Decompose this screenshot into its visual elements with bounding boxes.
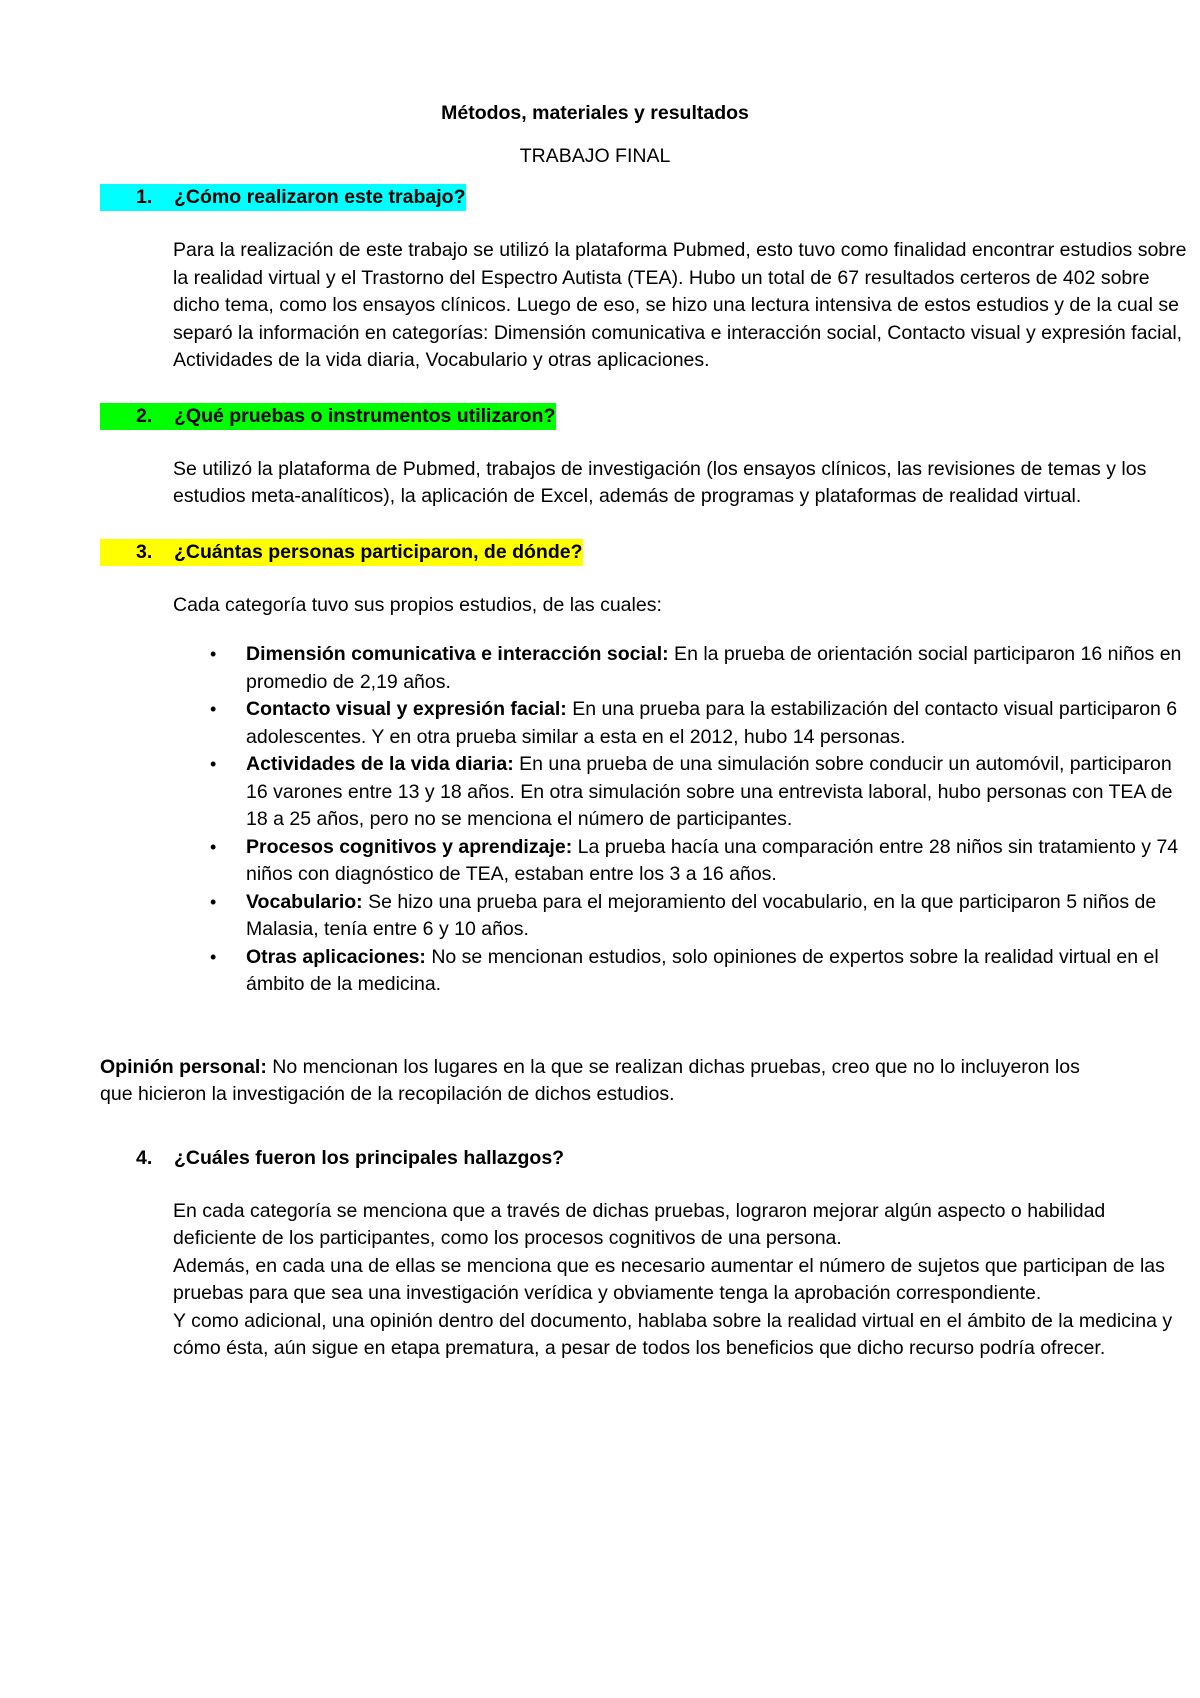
- participants-list: [100, 641, 1182, 999]
- bullet-icon: •: [210, 754, 217, 774]
- bullet-icon: •: [210, 644, 217, 664]
- section-1: [100, 184, 1187, 375]
- section-4-paragraph-3: Y como adicional, una opinión dentro del documento, hablaba sobre la realidad virtual en el ámbito de la medicina y cómo ésta, aún sigue en etapa prematura, a pesar de todos los beneficios que dicho recurso podría ofrecer.: [173, 1309, 1173, 1359]
- list-item: [210, 641, 1186, 696]
- section-3-body: Cada categoría tuvo sus propios estudios, de las cuales:: [173, 593, 662, 616]
- list-item: [210, 696, 1186, 751]
- bullet-icon: •: [210, 891, 217, 912]
- section-4-number: 4.: [136, 1146, 153, 1169]
- list-item-label: Procesos cognitivos y aprendizaje:: [246, 835, 573, 858]
- list-item-text: En una prueba para la estabilización del contacto visual participaron 6 adolescentes. Y en otra prueba similar a esta en el 2012, hubo 14 personas.: [246, 698, 1178, 748]
- section-4-body: [173, 1198, 1193, 1363]
- bullet-icon: •: [210, 836, 217, 857]
- list-item-label: Vocabulario:: [246, 890, 363, 913]
- section-2: [100, 403, 1147, 511]
- section-4-question: ¿Cuáles fueron los principales hallazgos?: [174, 1146, 565, 1169]
- list-item-label: Otras aplicaciones:: [246, 945, 426, 968]
- list-item-label: Dimensión comunicativa e interacción social:: [246, 643, 669, 665]
- section-3: [100, 539, 1182, 999]
- document-title: Métodos, materiales y resultados: [441, 102, 749, 124]
- section-4-heading: [100, 1145, 1090, 1172]
- section-3-number: 3.: [100, 539, 173, 566]
- section-2-body: Se utilizó la plataforma de Pubmed, trabajos de investigación (los ensayos clínicos, las revisiones de temas y los estudios meta-analíticos), la aplicación de Excel, además de programas y plataformas de realidad virtual.: [173, 457, 1147, 507]
- section-1-number: 1.: [100, 184, 173, 211]
- list-item: [210, 944, 1186, 999]
- section-4-paragraph-1: En cada categoría se menciona que a través de dichas pruebas, lograron mejorar algún aspecto o habilidad deficiente de los participantes, como los procesos cognitivos de una persona.: [173, 1199, 1106, 1249]
- section-1-question: ¿Cómo realizaron este trabajo?: [173, 184, 466, 211]
- list-item-text: En la prueba de orientación social participaron 16 niños en promedio de 2,19 años.: [246, 643, 1182, 693]
- bullet-icon: •: [210, 699, 217, 719]
- section-2-number: 2.: [100, 403, 173, 430]
- list-item-text: La prueba hacía una comparación entre 28 niños sin tratamiento y 74 niños con diagnóstico de TEA, estaban entre los 3 a 16 años.: [246, 835, 1179, 885]
- list-item-label: Contacto visual y expresión facial:: [246, 698, 567, 720]
- list-item-text: No se mencionan estudios, solo opiniones de expertos sobre la realidad virtual en el ámbito de la medicina.: [246, 945, 1159, 995]
- section-4-paragraph-2: Además, en cada una de ellas se menciona que es necesario aumentar el número de sujetos que participan de las pruebas para que sea una investigación verídica y obviamente tenga la aprobación correspondiente.: [173, 1254, 1165, 1304]
- section-1-body: Para la realización de este trabajo se utilizó la plataforma Pubmed, esto tuvo como finalidad encontrar estudios sobre la realidad virtual y el Trastorno del Espectro Autista (TEA). Hubo un total de 67 resultados certeros de 402 sobre dicho tema, como los ensayos clínicos. Luego de eso, se hizo una lectura intensiva de estos estudios y de la cual se separó la información en categorías: Dimensión comunicativa e interacción social, Contacto visual y expresión facial, Actividades de la vida diaria, Vocabulario y otras aplicaciones.: [173, 239, 1187, 371]
- section-3-heading: [100, 539, 1090, 566]
- list-item: [210, 751, 1186, 834]
- personal-opinion-text: No mencionan los lugares en la que se realizan dichas pruebas, creo que no lo incluyeron los que hicieron la investigación de la recopilación de dichos estudios.: [100, 1055, 1080, 1105]
- section-4: [100, 1145, 1173, 1363]
- section-2-heading: [100, 403, 1090, 430]
- list-item-text: Se hizo una prueba para el mejoramiento del vocabulario, en la que participaron 5 niños de Malasia, tenía entre 6 y 10 años.: [246, 890, 1157, 940]
- section-3-question: ¿Cuántas personas participaron, de dónde?: [173, 539, 583, 566]
- bullet-icon: •: [210, 946, 217, 967]
- personal-opinion-label: Opinión personal:: [100, 1055, 267, 1078]
- personal-opinion: [100, 1054, 1100, 1109]
- list-item: [210, 834, 1186, 889]
- list-item-label: Actividades de la vida diaria:: [246, 753, 514, 775]
- section-1-heading: [100, 184, 1090, 211]
- list-item-text: En una prueba de una simulación sobre conducir un automóvil, participaron 16 varones entre 13 y 18 años. En otra simulación sobre una entrevista laboral, hubo personas con TEA de 18 a 25 años, pero no se menciona el número de participantes.: [246, 753, 1173, 830]
- section-2-question: ¿Qué pruebas o instrumentos utilizaron?: [173, 403, 556, 430]
- document-subtitle: TRABAJO FINAL: [519, 145, 671, 167]
- list-item: [210, 889, 1186, 944]
